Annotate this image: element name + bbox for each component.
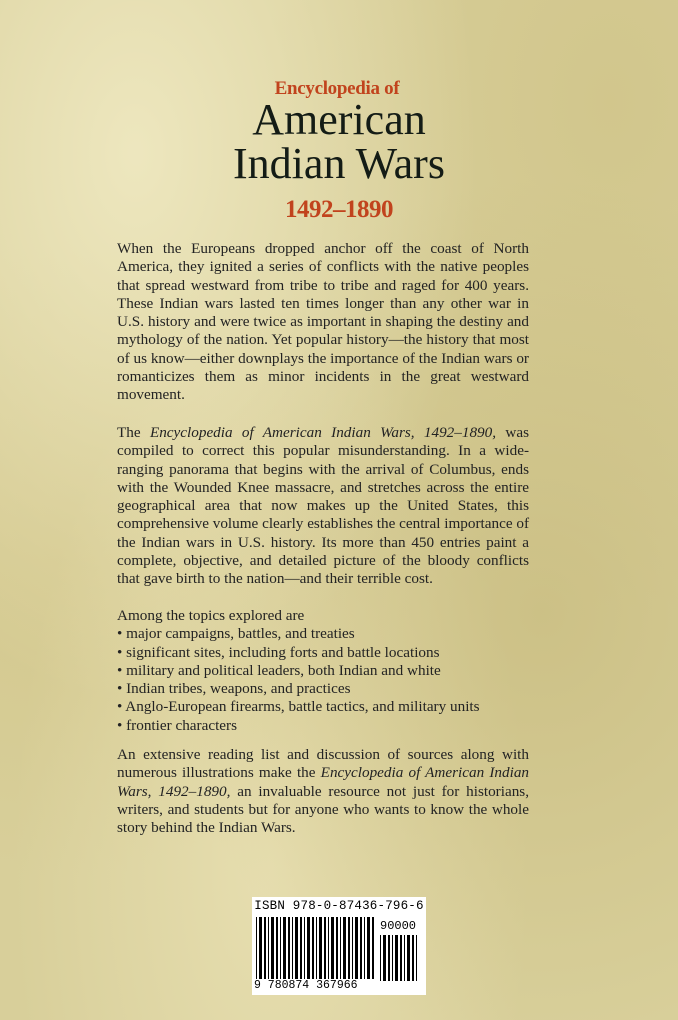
paragraph-intro bbox=[117, 240, 529, 405]
isbn-label: ISBN 978-0-87436-796-6 bbox=[254, 899, 424, 913]
price-code: 90000 bbox=[380, 919, 417, 933]
topic-item: • Indian tribes, weapons, and practices bbox=[117, 680, 529, 698]
paragraph-purpose-text bbox=[117, 424, 529, 589]
paragraph-closing bbox=[117, 746, 529, 837]
p4-lead: An extensive reading list and discussion of sources along with numerous illustrations make the bbox=[117, 746, 529, 782]
paragraph-purpose bbox=[117, 424, 529, 589]
pre-title: Encyclopedia of bbox=[274, 78, 400, 99]
title-block bbox=[0, 78, 678, 224]
title-line-2: Indian Wars bbox=[233, 139, 445, 188]
book-title bbox=[0, 95, 678, 188]
topic-item: • major campaigns, battles, and treaties bbox=[117, 625, 529, 643]
years-subtitle: 1492–1890 bbox=[285, 196, 393, 223]
p2-book-title: Encyclopedia of American Indian Wars, 1492–1890, bbox=[149, 424, 497, 441]
price-barcode-icon bbox=[380, 935, 420, 981]
topic-item: • significant sites, including forts and battle locations bbox=[117, 644, 529, 662]
topics-list bbox=[117, 625, 529, 735]
p4-rest: an invaluable resource not just for historians, writers, and students but for anyone who wants to know the whole story behind the Indian Wars. bbox=[117, 782, 529, 837]
topic-item: • frontier characters bbox=[117, 717, 529, 735]
ean-digits: 9 780874 367966 bbox=[254, 979, 358, 992]
barcode-bars-icon bbox=[256, 917, 376, 983]
p2-rest: was compiled to correct this popular misunderstanding. In a wide-ranging panorama that begins with the arrival of Columbus, ends with the Wounded Knee massacre, and stretches across the entire geographical area that now makes up the United States, this comprehensive volume clearly establishes the central importance of the Indian wars in U.S. history. Its more than 450 entries paint a complete, objective, and detailed picture of the bloody conflicts that gave birth to the nation—and their terrible cost. bbox=[117, 424, 530, 588]
topic-item: • Anglo-European firearms, battle tactics, and military units bbox=[117, 698, 529, 716]
paragraph-closing-text bbox=[117, 746, 529, 837]
topics-intro: Among the topics explored are bbox=[117, 607, 305, 624]
p2-lead: The bbox=[117, 424, 150, 441]
topic-item: • military and political leaders, both Indian and white bbox=[117, 662, 529, 680]
barcode-box bbox=[252, 897, 426, 995]
title-line-1: American bbox=[252, 95, 426, 144]
topics-section bbox=[117, 607, 529, 735]
paragraph-intro-text: When the Europeans dropped anchor off the coast of North America, they ignited a series of conflicts with the native peoples that spread westward from tribe to tribe and raged for 400 years. These Indian wars lasted ten times longer than any other war in U.S. history and were twice as important in shaping the destiny and mythology of the nation. Yet popular history—the history that most of us know—either downplays the importance of the Indian wars or romanticizes them as minor incidents in the great westward movement. bbox=[117, 240, 529, 404]
p4-book-title: Encyclopedia of American Indian Wars, 1492–1890, bbox=[117, 764, 530, 800]
